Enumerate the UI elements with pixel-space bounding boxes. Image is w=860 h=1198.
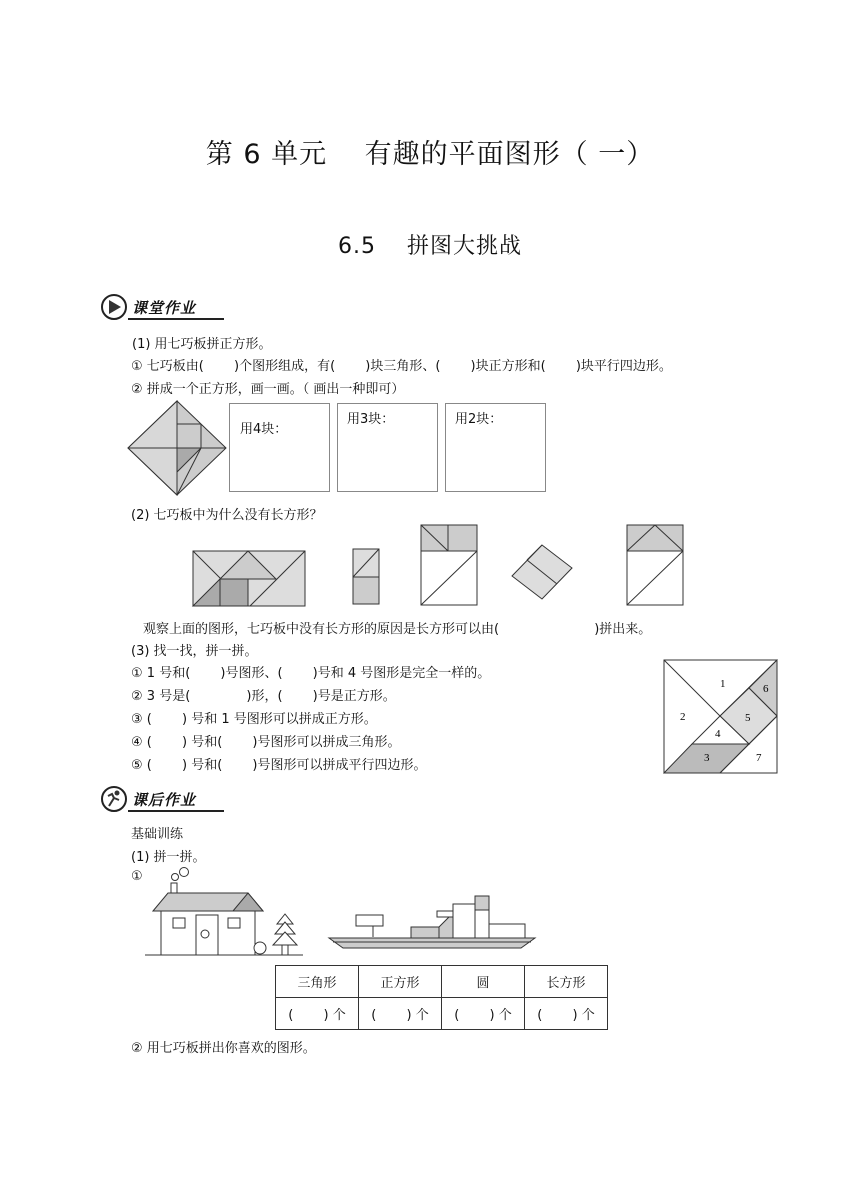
table-header-row	[276, 966, 608, 998]
draw-box-label: 用3块：	[347, 412, 395, 427]
shape-count-table	[275, 965, 608, 1030]
piece-number: 3	[704, 752, 710, 764]
rectangle-examples-figure	[190, 523, 690, 609]
q2-title: (2) 七巧板中为什么没有长方形？	[131, 508, 323, 523]
classwork-badge-label: 课堂作业	[132, 298, 197, 317]
table-row	[276, 998, 608, 1030]
piece-number: 5	[745, 712, 751, 724]
q1-title: (1) 用七巧板拼正方形。	[132, 337, 272, 352]
q3-item-4: ④ ( ) 号和( )号图形可以拼成三角形。	[131, 735, 401, 750]
right-rectangle-figure	[627, 525, 683, 605]
house-and-ship-figure	[143, 866, 543, 958]
classwork-underline	[128, 318, 224, 320]
table-header: 长方形	[525, 966, 608, 998]
table-header: 正方形	[359, 966, 442, 998]
piece-number: 6	[763, 683, 769, 695]
table-header: 圆	[442, 966, 525, 998]
classwork-badge	[100, 293, 196, 321]
piece-number: 4	[715, 728, 721, 740]
q2-answer-line: 观察上面的图形，七巧板中没有长方形的原因是长方形可以由( )拼出来。	[143, 622, 652, 637]
draw-box-label: 用4块：	[240, 422, 288, 437]
draw-box-4-pieces[interactable]	[229, 403, 330, 492]
play-icon	[100, 293, 128, 321]
homework-badge	[100, 785, 196, 813]
q3-item-1: ① 1 号和( )号图形、( )号和 4 号图形是完全一样的。	[131, 666, 491, 681]
table-cell[interactable]: ( ) 个	[359, 998, 442, 1030]
q3-title: (3) 找一找，拼一拼。	[131, 644, 258, 659]
wide-rectangle-figure	[193, 551, 305, 606]
tall-rectangle-figure	[421, 525, 477, 605]
homework-sub1: ①	[131, 869, 143, 884]
page-title: 第 6 单元 有趣的平面图形（ 一）	[205, 139, 655, 170]
runner-icon	[100, 785, 128, 813]
piece-number: 1	[720, 678, 726, 690]
q1-line1: ① 七巧板由( )个图形组成，有( )块三角形、( )块正方形和( )块平行四边形。	[131, 359, 672, 374]
homework-section: 基础训练	[131, 827, 184, 842]
q1-line2: ② 拼成一个正方形，画一画。（ 画出一种即可）	[131, 382, 405, 397]
homework-q1-title: (1) 拼一拼。	[131, 850, 206, 865]
small-rectangle-figure	[353, 549, 379, 604]
piece-number: 2	[680, 711, 686, 723]
q3-item-5: ⑤ ( ) 号和( )号图形可以拼成平行四边形。	[131, 758, 427, 773]
table-cell[interactable]: ( ) 个	[442, 998, 525, 1030]
homework-underline	[128, 810, 224, 812]
q3-item-2: ② 3 号是( )形，( )号是正方形。	[131, 689, 396, 704]
tilted-rectangle-figure	[512, 545, 572, 599]
draw-box-label: 用2块：	[455, 412, 503, 427]
homework-badge-label: 课后作业	[132, 790, 197, 809]
lesson-title: 6.5 拼图大挑战	[338, 234, 522, 259]
numbered-tangram-figure	[663, 659, 779, 775]
table-cell[interactable]: ( ) 个	[525, 998, 608, 1030]
homework-sub2: ② 用七巧板拼出你喜欢的图形。	[131, 1041, 316, 1056]
draw-box-2-pieces[interactable]	[445, 403, 546, 492]
draw-box-3-pieces[interactable]	[337, 403, 438, 492]
piece-number: 7	[756, 752, 762, 764]
tangram-diamond-figure	[127, 400, 227, 496]
q3-item-3: ③ ( ) 号和 1 号图形可以拼成正方形。	[131, 712, 377, 727]
table-header: 三角形	[276, 966, 359, 998]
table-cell[interactable]: ( ) 个	[276, 998, 359, 1030]
